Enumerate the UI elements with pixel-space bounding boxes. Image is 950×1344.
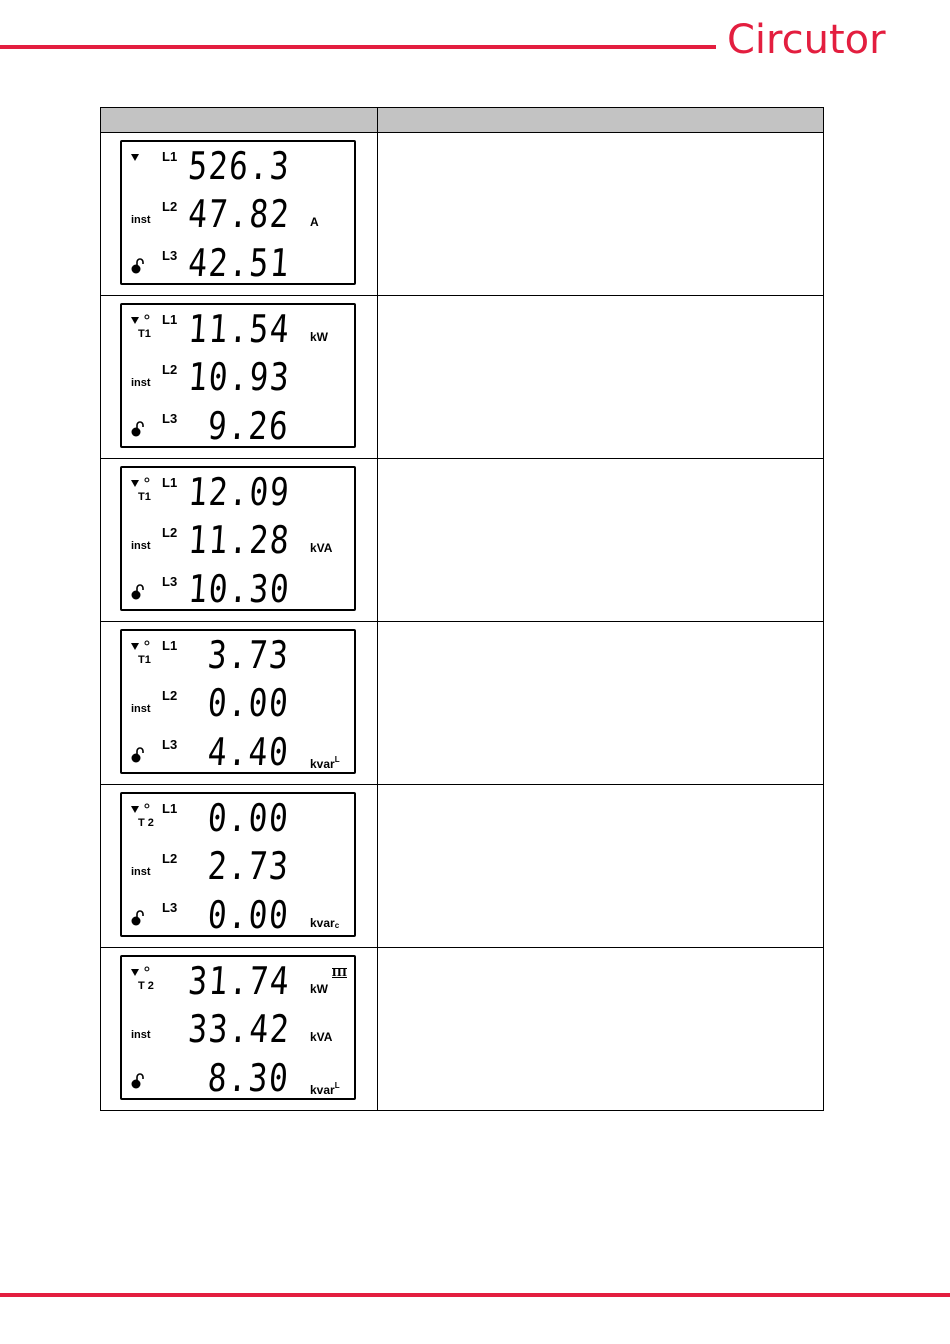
phase-label: L3 [162,574,178,589]
display-screens-table [100,107,824,1111]
table-row [101,459,824,622]
phase-label: L3 [162,411,178,426]
lcd-value: 31.74 [186,959,292,1003]
display-cell [101,296,378,459]
unit-label [310,215,319,229]
display-cell [101,785,378,948]
unit-text: A [310,215,319,229]
tariff-bell-icon: ⚬ [141,962,153,978]
tariff-bell-icon: ⚬ [141,310,153,326]
unit-text: kW [310,982,328,996]
lcd-value: 0.00 [206,796,292,840]
phase-label: L2 [162,525,178,540]
lcd-value: 3.73 [206,633,292,677]
phase-label: L3 [162,737,178,752]
lcd-screen [120,303,356,448]
lcd-screen [120,140,356,285]
inst-label: inst [131,377,151,389]
table-row [101,296,824,459]
tariff-bell-icon: ⚬ [141,636,153,652]
phase-label: L2 [162,199,178,214]
table-row [101,622,824,785]
table-header-row [101,108,824,133]
unit-text: kVA [310,541,333,555]
circutor-logo: Circutor [727,17,886,63]
unit-text: kvar [310,1083,335,1097]
lcd-value: 0.00 [206,893,292,937]
lock-icon [130,258,146,274]
lcd-value: 526.3 [186,144,292,188]
phase-label: L3 [162,248,178,263]
phase-label: L3 [162,900,178,915]
lcd-value: 9.26 [206,404,292,448]
table-row [101,948,824,1111]
inst-label: inst [131,866,151,878]
phase-label: L1 [162,801,178,816]
unit-suffix: L [334,755,340,764]
phase-label: L2 [162,362,178,377]
lcd-value: 33.42 [186,1007,292,1051]
header-rule [0,45,716,49]
table-row [101,133,824,296]
lcd-value: 10.93 [186,355,292,399]
unit-label [310,916,339,933]
description-cell [378,296,824,459]
lock-icon [130,747,146,763]
lcd-value: 10.30 [186,567,292,611]
tariff-bell-icon: ⚬ [141,799,153,815]
inst-label: inst [131,540,151,552]
tariff-label: T1 [138,491,151,503]
lock-icon [130,910,146,926]
tariff-label: T1 [138,654,151,666]
tariff-label: T 2 [138,980,154,992]
lcd-screen [120,955,356,1100]
menu-arrow-icon [131,317,139,324]
menu-arrow-icon [131,154,139,161]
display-cell [101,459,378,622]
menu-arrow-icon [131,643,139,650]
unit-label [310,1079,340,1097]
inst-label: inst [131,703,151,715]
unit-suffix: L [334,1081,340,1090]
table-header-cell [378,108,824,133]
phase-label: L1 [162,149,178,164]
display-cell [101,948,378,1111]
lcd-value: 8.30 [206,1056,292,1100]
menu-arrow-icon [131,969,139,976]
display-cell [101,133,378,296]
unit-label [310,1030,332,1044]
lcd-value: 12.09 [186,470,292,514]
display-cell [101,622,378,785]
unit-text: kW [310,330,328,344]
table-header-cell [101,108,378,133]
inst-label: inst [131,1029,151,1041]
menu-arrow-icon [131,480,139,487]
lock-icon [130,584,146,600]
unit-label [310,541,332,555]
phase-label: L1 [162,638,178,653]
tariff-label: T 2 [138,817,154,829]
lcd-screen [120,792,356,937]
lcd-value: 0.00 [206,681,292,725]
unit-label [310,982,328,996]
description-cell [378,133,824,296]
description-cell [378,785,824,948]
lock-icon [130,1073,146,1089]
menu-arrow-icon [131,806,139,813]
phase-label: L1 [162,312,178,327]
lcd-value: 42.51 [186,241,292,285]
unit-text: kVA [310,1030,333,1044]
unit-suffix: c [334,921,340,930]
description-cell [378,459,824,622]
phase-label: L2 [162,851,178,866]
description-cell [378,948,824,1111]
footer-rule [0,1293,950,1297]
tariff-bell-icon: ⚬ [141,473,153,489]
lcd-value: 11.28 [186,518,292,562]
lcd-value: 11.54 [186,307,292,351]
phase-label: L2 [162,688,178,703]
lock-icon [130,421,146,437]
phase-label: L1 [162,475,178,490]
three-phase-icon: III [331,966,347,979]
lcd-screen [120,629,356,774]
unit-label [310,753,340,771]
inst-label: inst [131,214,151,226]
lcd-value: 4.40 [206,730,292,774]
unit-text: kvar [310,916,335,930]
description-cell [378,622,824,785]
table-row [101,785,824,948]
unit-label [310,330,328,344]
lcd-value: 47.82 [186,192,292,236]
lcd-value: 2.73 [206,844,292,888]
tariff-label: T1 [138,328,151,340]
unit-text: kvar [310,757,335,771]
lcd-screen [120,466,356,611]
